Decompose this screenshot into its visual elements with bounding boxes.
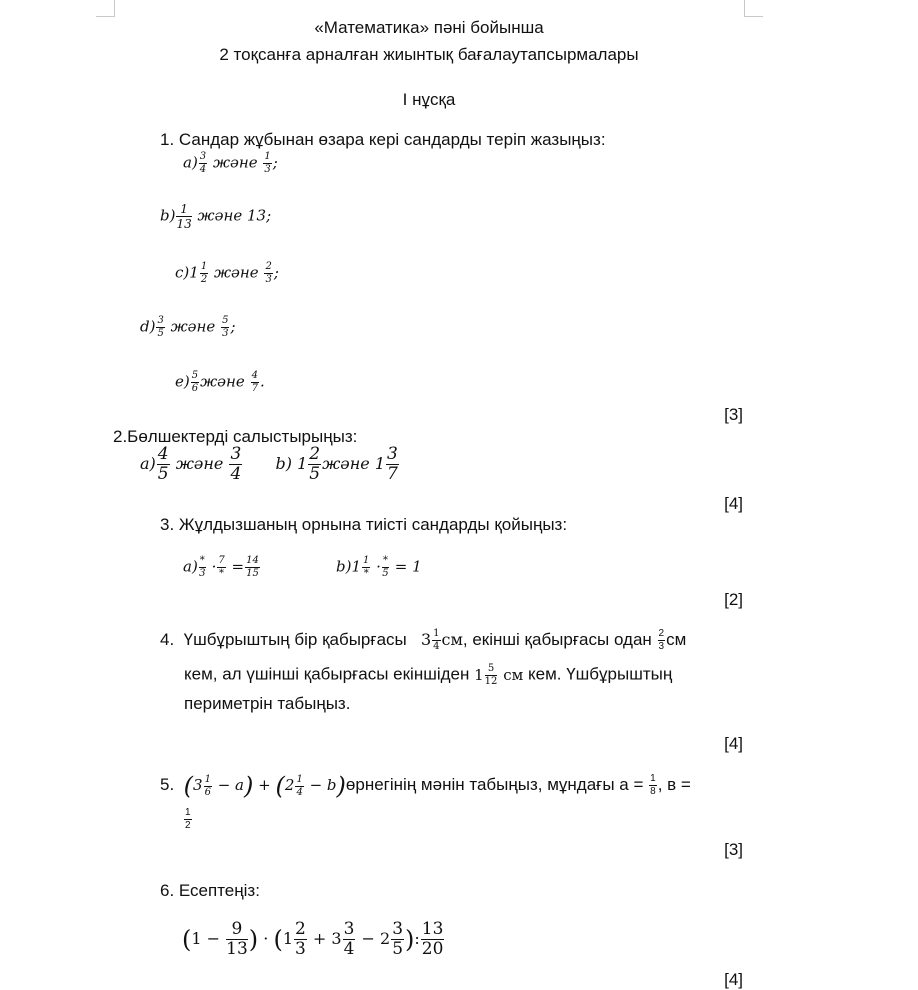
q4-line-3: периметрін табыңыз. [184,694,351,713]
q5-line-1: 5. (3 $\frac{1}{6}$ − a) + (2 $\frac{1}{4}$ − b)өрнегінің мәнін табыңыз, мұндағы а = $\frac{1}{8}$ , в = [160,772,691,800]
q6-expression: (1 − $\frac{9}{13}$ ) · (1 $\frac{2}{3}$ + 3 $\frac{3}{4}$ − 2 $\frac{3}{5}$ ): $\frac{13}{20}$ [182,919,444,959]
q1-e: e) $\frac{5}{6}$ және $\frac{4}{7}$ . [175,370,265,394]
corner-mark-right [744,0,763,17]
q4-line-1: 4. Үшбұрыштың бір қабырғасы 3 $\frac{1}{4}$ см, екінші қабырғасы одан $\frac{2}{3}$ см [160,628,687,653]
q4-mark: [4] [724,734,743,753]
q3-mark: [2] [724,590,743,609]
q2-mark: [4] [724,494,743,513]
title-line-1: «Математика» пәні бойынша [314,18,544,37]
title-line-2: 2 тоқсанға арналған жиынтық бағалаутапсырмалары [219,45,639,64]
q6-text: 6. Есептеңіз: [160,881,260,900]
q2-expressions: a) $\frac{4}{5}$ және $\frac{3}{4}$ b) 1 $\frac{2}{5}$ және 1 $\frac{3}{7}$ [140,444,398,484]
corner-mark-left [96,0,115,17]
q6-mark: [4] [724,970,743,989]
q1-a: a) $\frac{3}{4}$ және $\frac{1}{3}$ ; [183,151,278,175]
q1-mark: [3] [724,405,743,424]
q1-b: b) $\frac{1}{13}$ және 13; [160,202,272,231]
q1-text: 1. Сандар жұбынан өзара кері сандарды теріп жазыңыз: [160,130,606,149]
q2-text: 2.Бөлшектерді салыстырыңыз: [113,427,358,446]
q1-c: c)1 $\frac{1}{2}$ және $\frac{2}{3}$ ; [175,261,279,285]
q5-b-value: $\frac{1}{2}$ [185,807,191,831]
q3-a: a) $\frac{*}{3}$ · $\frac{7}{*}$ = $\frac{14}{15}$ [183,555,259,579]
q5-mark: [3] [724,840,743,859]
variant-label: I нұсқа [402,90,456,109]
q3-text: 3. Жұлдызшаның орнына тиісті сандарды қойыңыз: [160,515,568,534]
q4-line-2: кем, ал үшінші қабырғасы екіншіден 1 $\frac{5}{12}$ см кем. Үшбұрыштың [184,663,673,687]
q1-d: d) $\frac{3}{5}$ және $\frac{5}{3}$ ; [140,315,236,339]
q3-b: b)1 $\frac{1}{*}$ · $\frac{*}{5}$ = 1 [336,555,422,579]
